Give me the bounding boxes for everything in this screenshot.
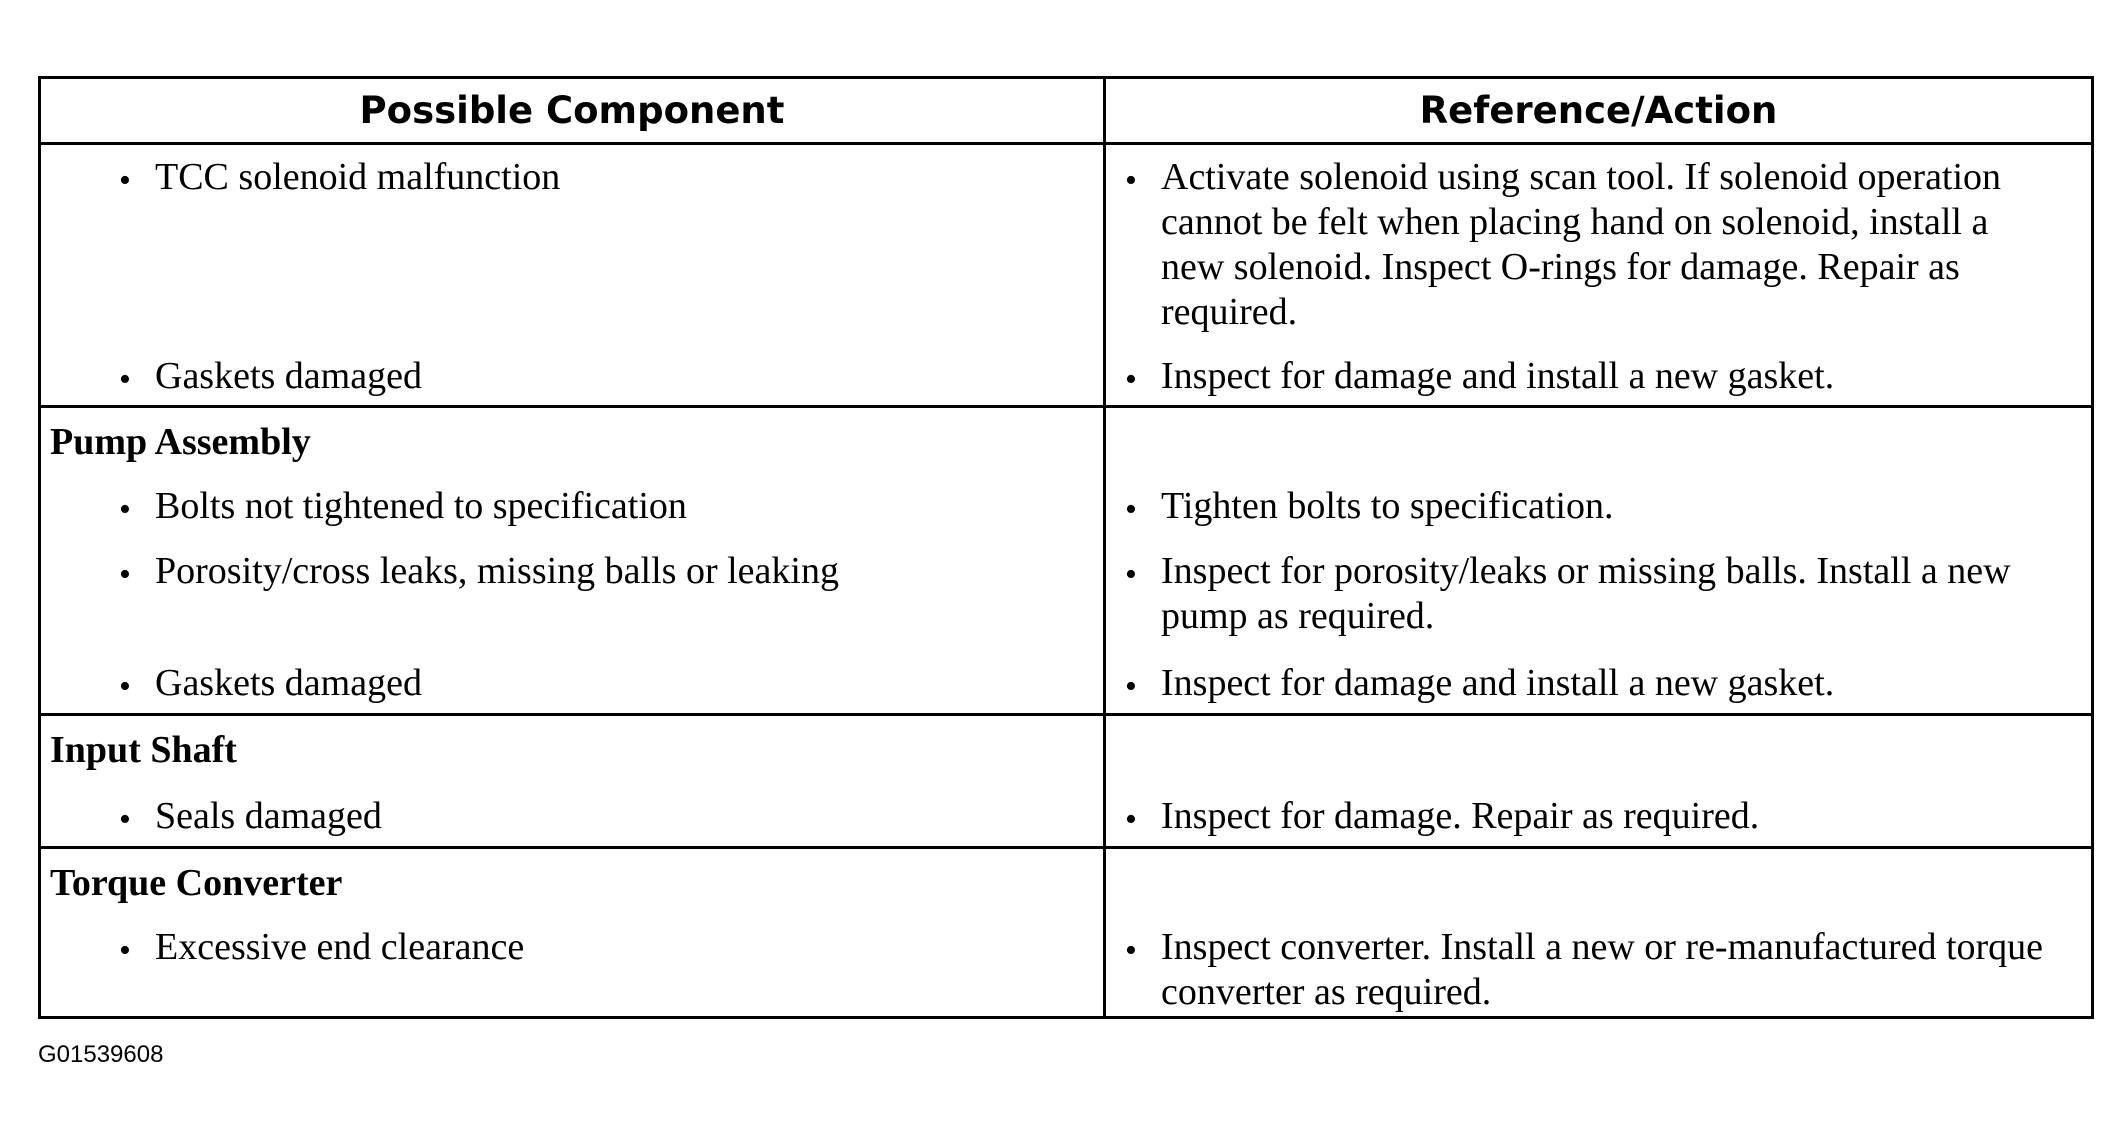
- component-item: Gaskets damaged: [155, 662, 422, 704]
- column-divider: [1103, 76, 1106, 1019]
- bullet: •: [1125, 162, 1137, 199]
- action-item: Inspect for porosity/leaks or missing balls. Install a new pump as required.: [1161, 550, 2011, 637]
- bullet: •: [119, 491, 131, 528]
- header-possible-component: Possible Component: [359, 89, 785, 132]
- bullet: •: [1125, 556, 1137, 593]
- component-item: Seals damaged: [155, 795, 382, 837]
- action-item: Inspect converter. Install a new or re-manufactured torque converter as required.: [1161, 926, 2044, 1013]
- header-reference-action: Reference/Action: [1419, 89, 1778, 132]
- bullet: •: [1125, 801, 1137, 838]
- bullet: •: [119, 668, 131, 705]
- group-torque-converter: Torque Converter: [50, 862, 343, 904]
- bullet: •: [119, 932, 131, 969]
- component-item: Excessive end clearance: [155, 926, 525, 968]
- figure-id: G01539608: [38, 1041, 164, 1068]
- section-divider: [38, 713, 2094, 716]
- component-item: Gaskets damaged: [155, 355, 422, 397]
- bullet: •: [119, 556, 131, 593]
- group-input-shaft: Input Shaft: [50, 729, 237, 771]
- bullet: •: [119, 801, 131, 838]
- bullet: •: [1125, 668, 1137, 705]
- diagnostic-table: [38, 76, 2094, 1019]
- bullet: •: [1125, 361, 1137, 398]
- bullet: •: [119, 162, 131, 199]
- header-divider: [38, 142, 2094, 145]
- bullet: •: [119, 361, 131, 398]
- group-pump-assembly: Pump Assembly: [50, 421, 311, 463]
- component-item: Porosity/cross leaks, missing balls or leaking: [155, 550, 839, 592]
- component-item: TCC solenoid malfunction: [155, 156, 561, 198]
- action-item: Inspect for damage and install a new gasket.: [1161, 662, 1835, 704]
- bullet: •: [1125, 491, 1137, 528]
- action-item: Inspect for damage and install a new gasket.: [1161, 355, 1835, 397]
- section-divider: [38, 405, 2094, 408]
- action-item: Activate solenoid using scan tool. If solenoid operation cannot be felt when placing hand on solenoid, install a new solenoid. Inspect O-rings for damage. Repair as required.: [1161, 156, 2002, 333]
- action-item: Tighten bolts to specification.: [1161, 485, 1614, 527]
- component-item: Bolts not tightened to specification: [155, 485, 687, 527]
- bullet: •: [1125, 932, 1137, 969]
- action-item: Inspect for damage. Repair as required.: [1161, 795, 1760, 837]
- section-divider: [38, 846, 2094, 849]
